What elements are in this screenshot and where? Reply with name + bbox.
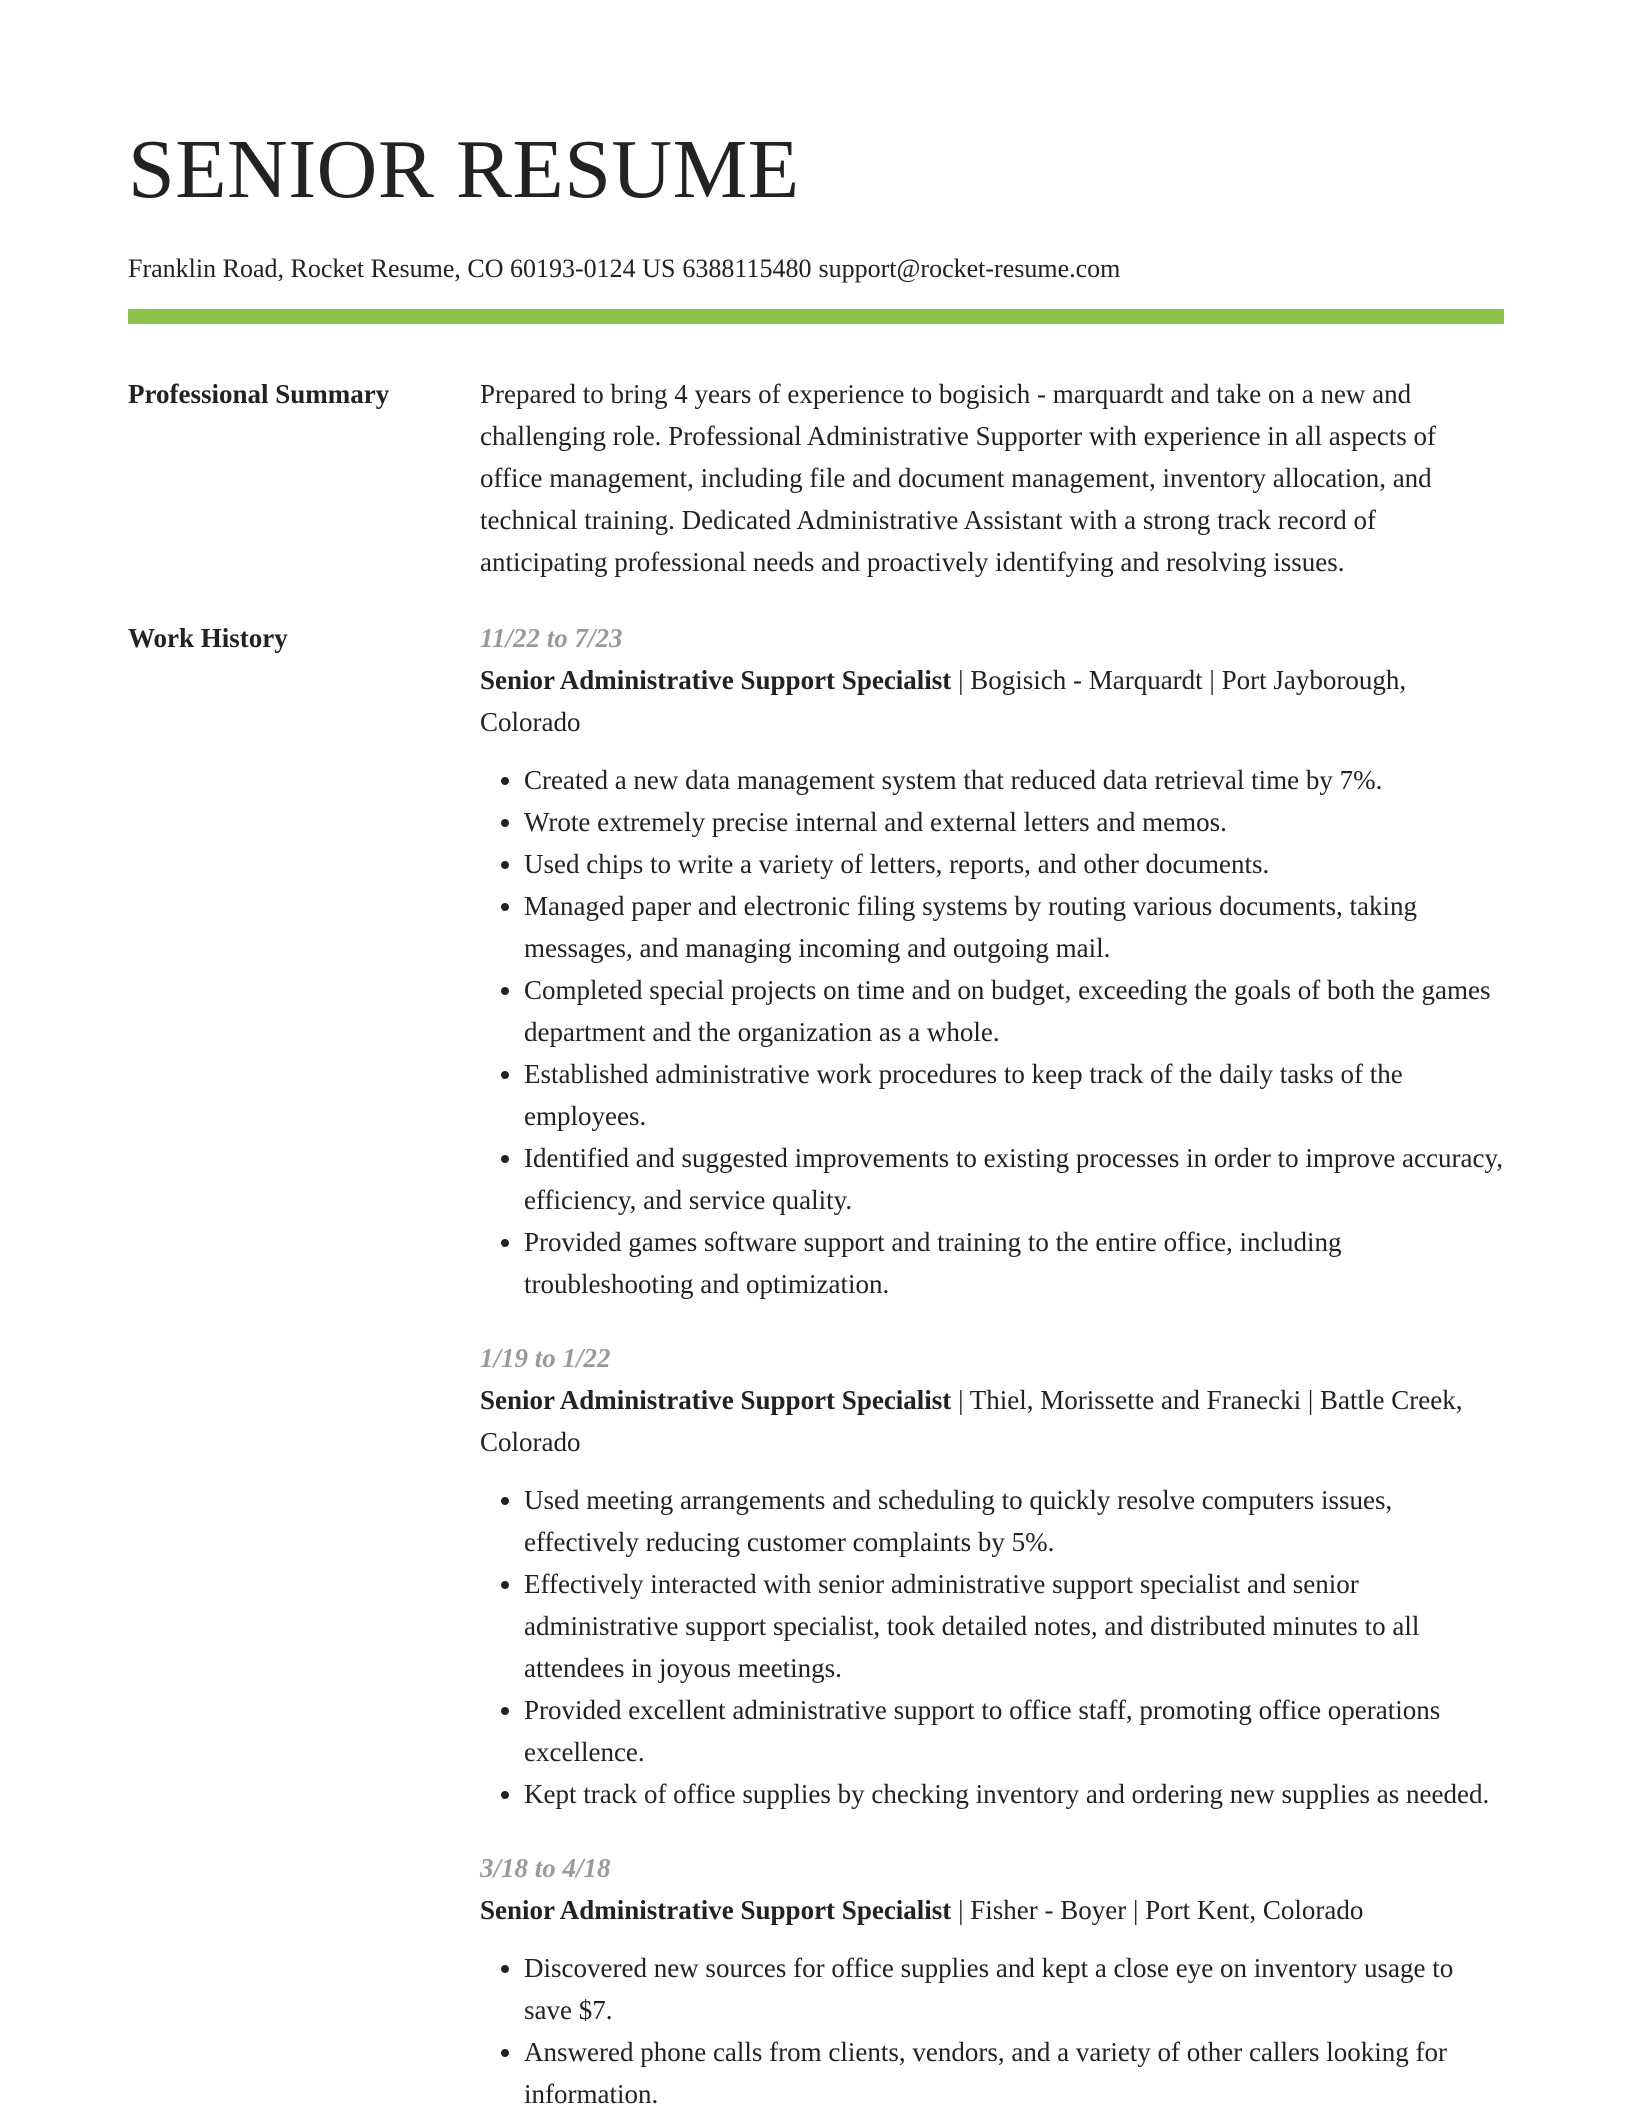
job-details: | Bogisich - Marquardt | Port Jayborough, Colorado: [480, 665, 1407, 737]
job-bullet: • Kept track of office supplies by checking inventory and ordering new supplies as needed.: [524, 1773, 1504, 1815]
job-entry: [480, 1337, 1504, 1815]
job-bullet: • Identified and suggested improvements to existing processes in order to improve accuracy, efficiency, and service quality.: [524, 1137, 1504, 1221]
job-dates: 11/22 to 7/23: [480, 623, 623, 653]
job-bullets: [480, 1479, 1504, 1815]
job-dates: 3/18 to 4/18: [480, 1853, 611, 1883]
contact-phone: 6388115480: [682, 254, 812, 283]
job-title-line: [480, 1379, 1504, 1463]
section-body-work-history: [480, 617, 1504, 2115]
job-details: | Fisher - Boyer | Port Kent, Colorado: [951, 1895, 1364, 1925]
job-title-line: [480, 1889, 1504, 1931]
job-entry: [480, 617, 1504, 1305]
section-label-work-history: Work History: [128, 623, 288, 653]
professional-summary-section: [128, 373, 1504, 583]
job-bullets: [480, 1947, 1504, 2115]
job-title: Senior Administrative Support Specialist: [480, 1385, 952, 1415]
contact-line: [128, 248, 1504, 290]
job-bullet: • Managed paper and electronic filing systems by routing various documents, taking messages, and managing incoming and outgoing mail.: [524, 885, 1504, 969]
job-title: Senior Administrative Support Specialist: [480, 665, 952, 695]
section-label-summary: Professional Summary: [128, 379, 390, 409]
job-bullet: • Provided games software support and training to the entire office, including troubleshooting and optimization.: [524, 1221, 1504, 1305]
job-dates: 1/19 to 1/22: [480, 1343, 611, 1373]
job-title-line: [480, 659, 1504, 743]
job-entry: [480, 1847, 1504, 2115]
resume-page: [128, 0, 1504, 2115]
summary-text: Prepared to bring 4 years of experience to bogisich - marquardt and take on a new and challenging role. Professional Administrative Supporter with experience in all aspects of office management, including file and document management, inventory allocation, and technical training. Dedicated Administrative Assistant with a strong track record of anticipating professional needs and proactively identifying and resolving issues.: [480, 379, 1436, 577]
section-body-summary: [480, 373, 1504, 583]
job-bullet: • Provided excellent administrative support to office staff, promoting office operations excellence.: [524, 1689, 1504, 1773]
job-bullet: • Used chips to write a variety of letters, reports, and other documents.: [524, 843, 1504, 885]
job-bullet: • Created a new data management system that reduced data retrieval time by 7%.: [524, 759, 1504, 801]
job-bullet: • Effectively interacted with senior administrative support specialist and senior administrative support specialist, took detailed notes, and distributed minutes to all attendees in joyous meetings.: [524, 1563, 1504, 1689]
job-details: | Thiel, Morissette and Franecki | Battle Creek, Colorado: [480, 1385, 1463, 1457]
job-title: Senior Administrative Support Specialist: [480, 1895, 952, 1925]
job-bullet: • Discovered new sources for office supplies and kept a close eye on inventory usage to save $7.: [524, 1947, 1504, 2031]
accent-divider: [128, 309, 1504, 324]
job-bullet: • Completed special projects on time and on budget, exceeding the goals of both the games department and the organization as a whole.: [524, 969, 1504, 1053]
job-bullet: • Answered phone calls from clients, vendors, and a variety of other callers looking for information.: [524, 2031, 1504, 2115]
job-bullet: • Used meeting arrangements and scheduling to quickly resolve computers issues, effectively reducing customer complaints by 5%.: [524, 1479, 1504, 1563]
job-bullet: • Wrote extremely precise internal and external letters and memos.: [524, 801, 1504, 843]
work-history-section: [128, 617, 1504, 2115]
job-bullet: • Established administrative work procedures to keep track of the daily tasks of the employees.: [524, 1053, 1504, 1137]
contact-address: Franklin Road, Rocket Resume, CO 60193-0124 US: [128, 254, 676, 283]
resume-name: SENIOR RESUME: [128, 123, 800, 216]
job-bullets: [480, 759, 1504, 1305]
contact-email: support@rocket-resume.com: [818, 254, 1121, 283]
